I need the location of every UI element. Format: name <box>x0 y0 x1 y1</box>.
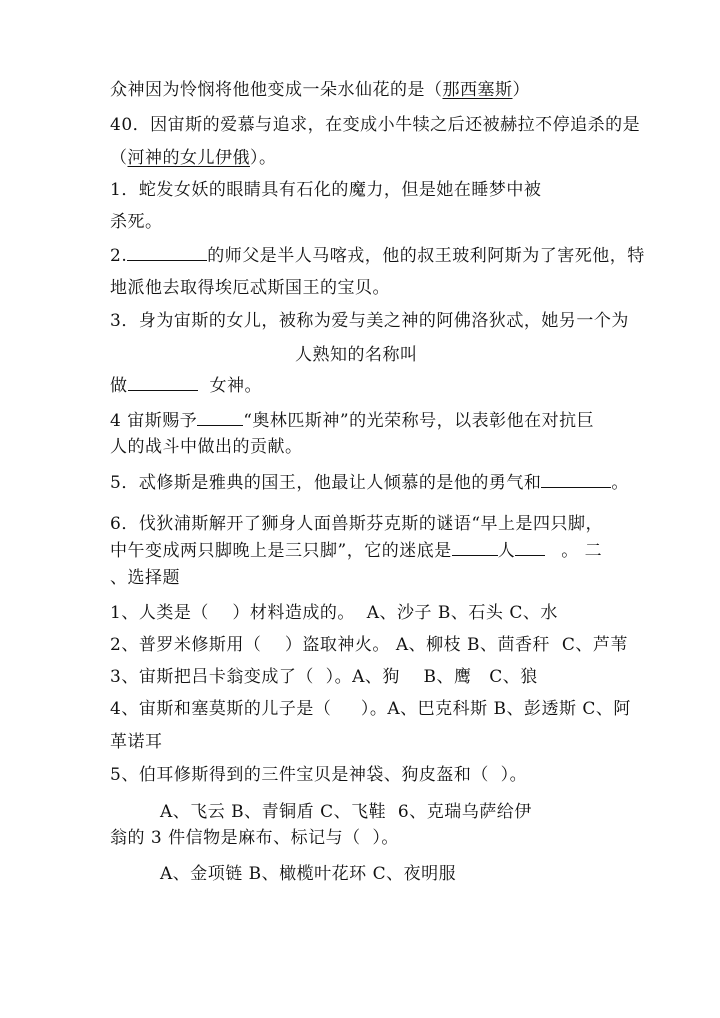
choice-question-1: 1、人类是（ ）材料造成的。 A、沙子 B、石头 C、水 <box>110 603 558 623</box>
line-23 <box>160 800 532 824</box>
question-2-cont: 地派他去取得埃厄忒斯国王的宝贝。 <box>110 278 390 298</box>
fill-blank-6a <box>452 538 498 556</box>
question-3-do: 做 <box>110 376 128 396</box>
question-5-text: 5．忒修斯是雅典的国王，他最让人倾慕的是他的勇气和 <box>110 473 542 493</box>
choice-question-4-cont: 革诺耳 <box>110 732 163 752</box>
fill-blank-3 <box>128 373 198 391</box>
question-4-number: 4 宙斯赐予 <box>110 411 198 431</box>
line-3-close: ）。 <box>250 148 277 168</box>
line-8 <box>110 309 629 333</box>
line-11 <box>110 409 594 433</box>
line-5 <box>110 210 163 234</box>
line-24 <box>110 826 399 850</box>
line-14 <box>110 512 603 536</box>
section-2-heading: 、选择题 <box>110 568 180 588</box>
fill-blank-2 <box>127 243 207 261</box>
line-2-text: 40．因宙斯的爱慕与追求，在变成小牛犊之后还被赫拉不停追杀的是 <box>110 115 641 135</box>
choice-question-4: 4、宙斯和塞莫斯的儿子是（ ）。A、巴克科斯 B、彭透斯 C、阿 <box>110 699 631 719</box>
answer-man: 人 <box>497 541 516 561</box>
choice-question-6: 翁的 3 件信物是麻布、标记与（ ）。 <box>110 828 399 848</box>
question-3-text: 3．身为宙斯的女儿，被称为爱与美之神的阿佛洛狄忒，她另一个为 <box>110 311 629 331</box>
line-19 <box>110 665 538 689</box>
line-16 <box>110 566 180 590</box>
answer-io: 河神的女儿伊俄 <box>127 148 250 168</box>
choice-question-5: 5、伯耳修斯得到的三件宝贝是神袋、狗皮盔和（ ）。 <box>110 765 528 785</box>
choice-question-6-options: A、金项链 B、橄榄叶花环 C、夜明服 <box>160 864 457 884</box>
choice-question-3: 3、宙斯把吕卡翁变成了（ ）。A、狗 B、鹰 C、狼 <box>110 667 538 687</box>
line-21 <box>110 730 163 754</box>
line-22 <box>110 763 527 787</box>
line-3-open: （ <box>110 148 128 168</box>
question-4-cont: 人的战斗中做出的贡献。 <box>110 437 303 457</box>
line-3 <box>110 146 277 170</box>
line-6 <box>110 243 645 268</box>
line-25 <box>160 862 456 886</box>
question-1-text: 1．蛇发女妖的眼睛具有石化的魔力，但是她在睡梦中被 <box>110 180 542 200</box>
question-2-number: 2. <box>110 246 128 266</box>
line-17 <box>110 601 558 625</box>
question-6-text: 6．伐狄浦斯解开了狮身人面兽斯芬克斯的谜语“早上是四只脚， <box>110 514 604 534</box>
line-9 <box>295 343 418 367</box>
line-13 <box>110 470 629 495</box>
line-18 <box>110 633 628 657</box>
question-6-cont: 中午变成两只脚晚上是三只脚”，它的迷底是 <box>110 541 452 561</box>
question-4-text: “奥林匹斯神”的光荣称号，以表彰他在对抗巨 <box>243 411 595 431</box>
answer-narcissus: 那西塞斯 <box>442 80 513 100</box>
choice-question-2: 2、普罗米修斯用（ ）盗取神火。 A、柳枝 B、茴香秆 C、芦苇 <box>110 635 628 655</box>
question-5-end: 。 <box>611 473 629 493</box>
fill-blank-4 <box>197 415 243 426</box>
question-6-end: 。 二 <box>561 541 603 561</box>
question-3-cont: 人熟知的名称叫 <box>295 345 418 365</box>
line-10 <box>110 373 262 398</box>
line-1-close: ） <box>512 80 530 100</box>
line-7 <box>110 276 390 300</box>
question-3-end: 女神。 <box>209 376 262 396</box>
choice-question-5-options: A、飞云 B、青铜盾 C、飞鞋 6、克瑞乌萨给伊 <box>160 802 532 822</box>
line-15 <box>110 538 602 563</box>
line-4 <box>110 178 541 202</box>
question-1-cont: 杀死。 <box>110 212 163 232</box>
line-1 <box>110 78 530 102</box>
line-12 <box>110 435 303 459</box>
line-2 <box>110 113 640 137</box>
question-2-text: 的师父是半人马喀戎，他的叔王玻利阿斯为了害死他，特 <box>207 246 645 266</box>
line-1-text: 众神因为怜悯将他他变成一朵水仙花的是（ <box>110 80 443 100</box>
fill-blank-5 <box>541 470 611 488</box>
line-20 <box>110 697 631 721</box>
fill-blank-6b <box>515 538 545 556</box>
